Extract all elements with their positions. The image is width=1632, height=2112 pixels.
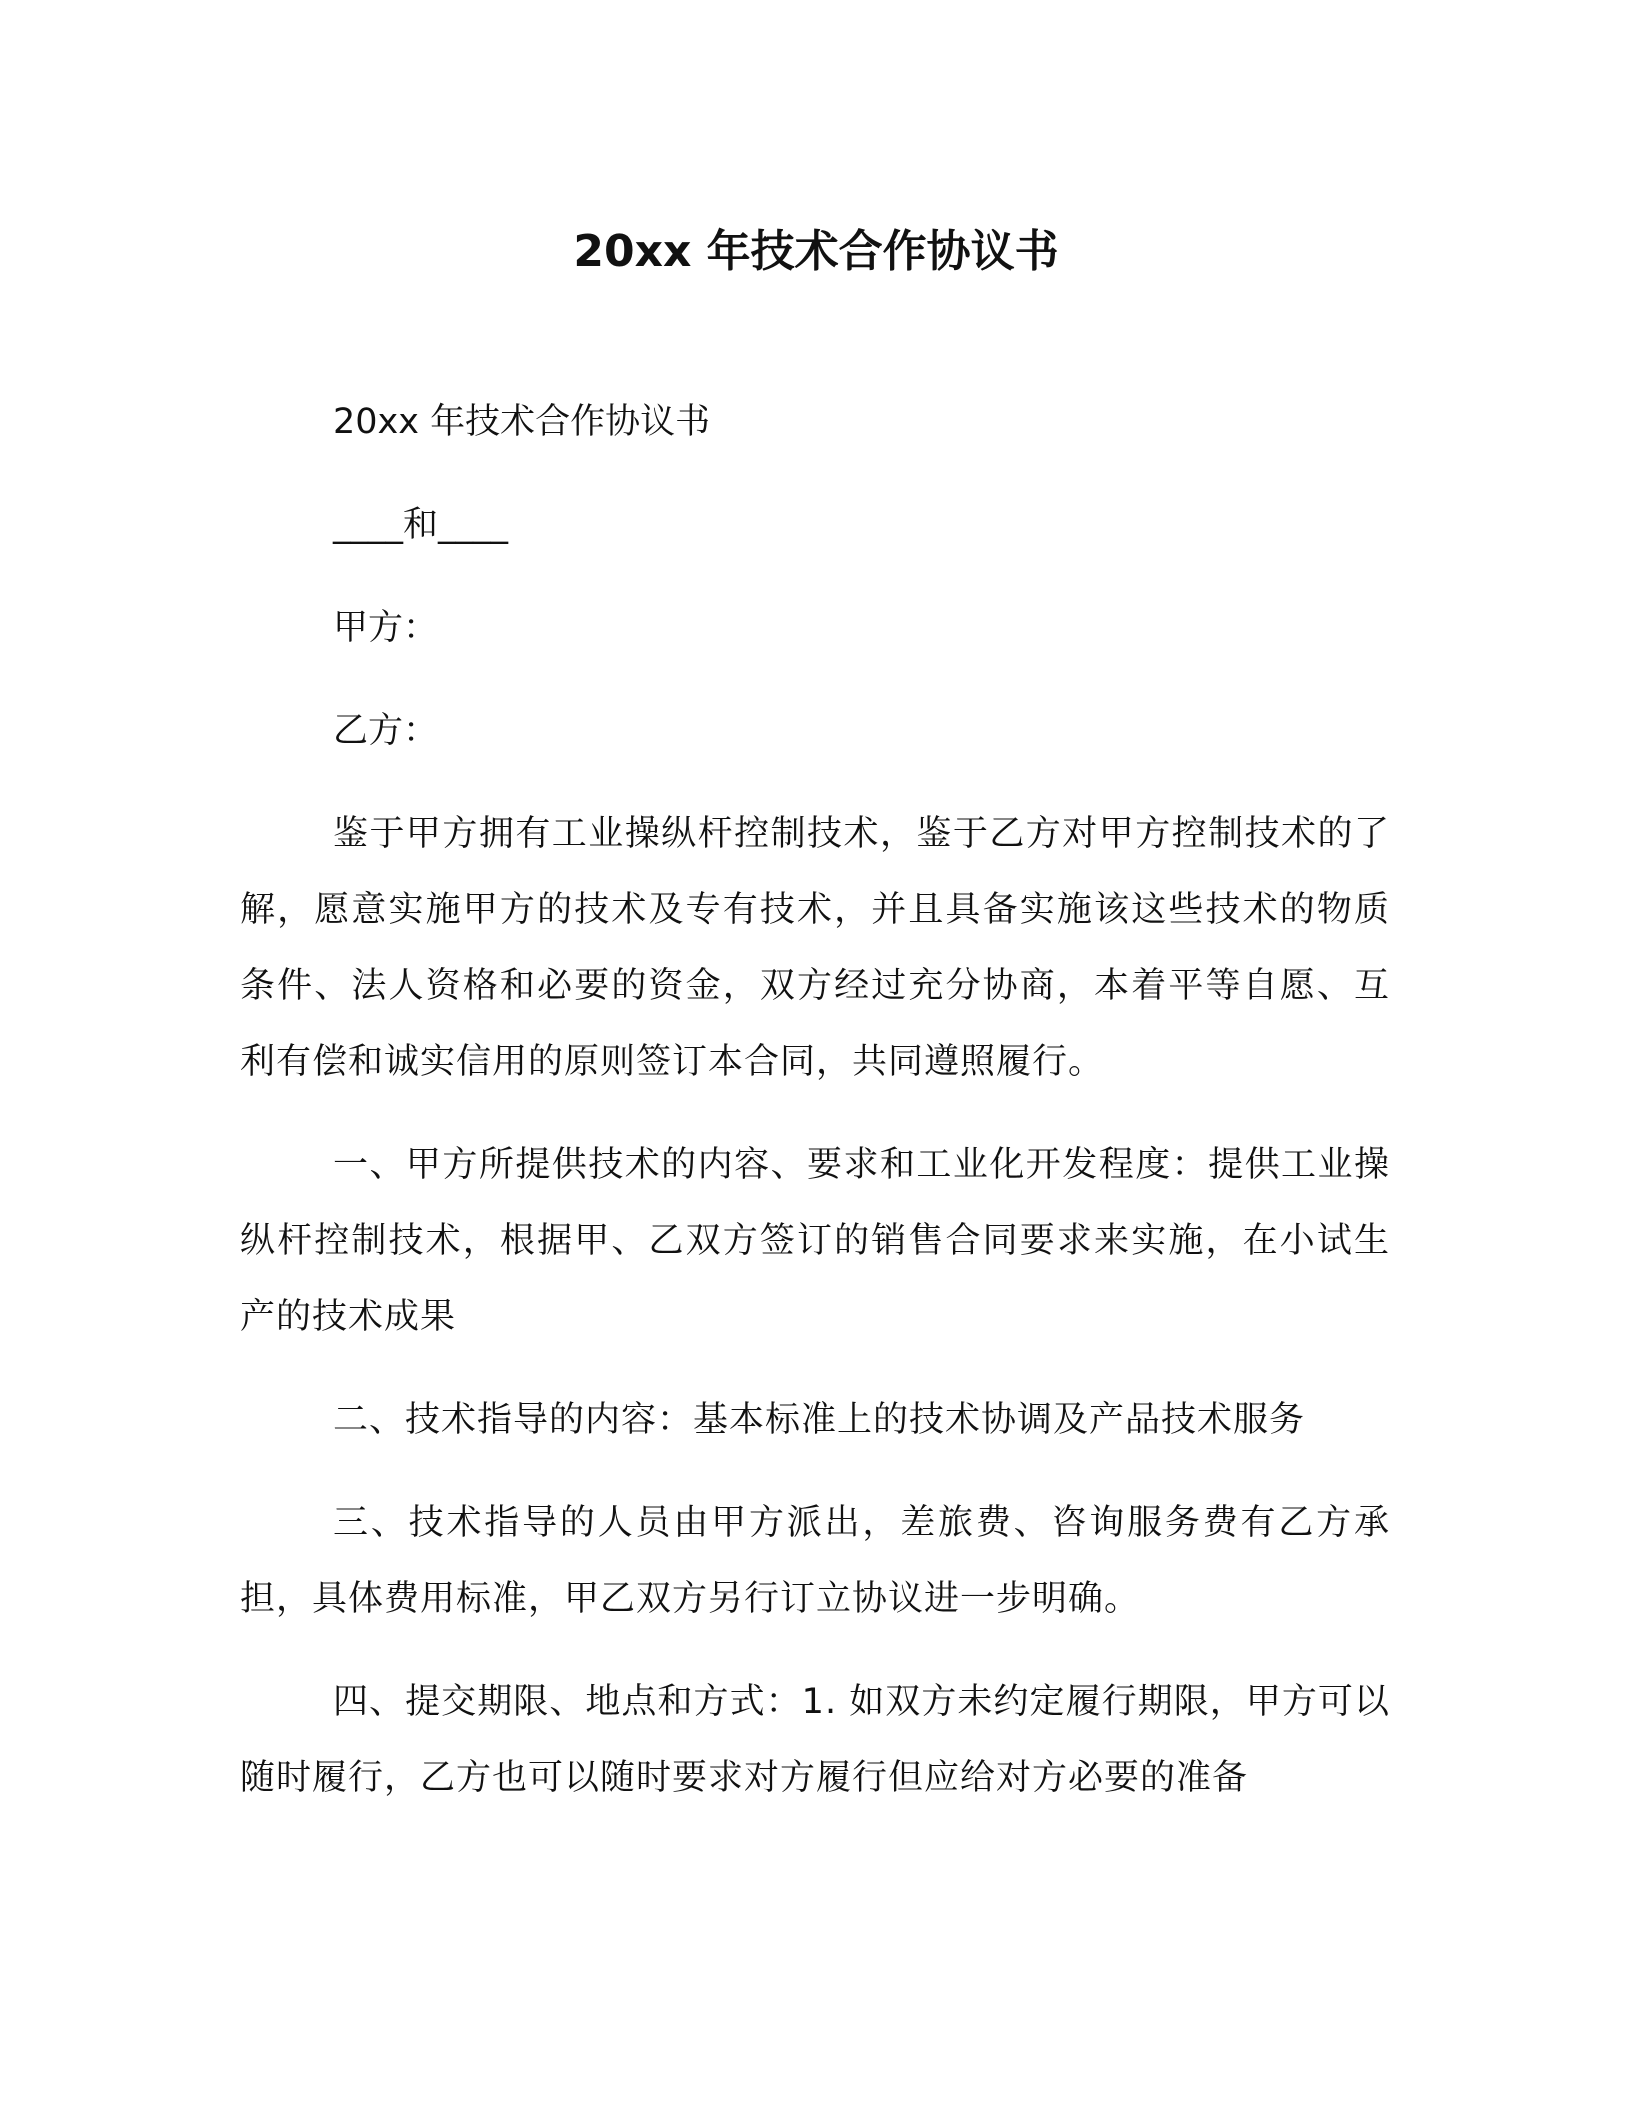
- clause-1-paragraph: 一、甲方所提供技术的内容、要求和工业化开发程度：提供工业操纵杆控制技术，根据甲、乙双方签订的销售合同要求来实施，在小试生产的技术成果: [240, 1145, 1390, 1337]
- parties-line: ____和____: [333, 505, 509, 545]
- document-title: 20xx 年技术合作协议书: [573, 226, 1059, 277]
- party-a-label: 甲方：: [333, 608, 439, 648]
- preamble-paragraph: 鉴于甲方拥有工业操纵杆控制技术，鉴于乙方对甲方控制技术的了解，愿意实施甲方的技术及专有技术，并且具备实施该这些技术的物质条件、法人资格和必要的资金，双方经过充分协商，本着平等自愿、互利有偿和诚实信用的原则签订本合同，共同遵照履行。: [240, 814, 1390, 1082]
- clause-2-paragraph: 二、技术指导的内容：基本标准上的技术协调及产品技术服务: [333, 1400, 1306, 1440]
- document-subtitle: 20xx 年技术合作协议书: [333, 402, 711, 442]
- document-body: [240, 384, 1390, 1816]
- clause-3-paragraph: 三、技术指导的人员由甲方派出，差旅费、咨询服务费有乙方承担，具体费用标准，甲乙双方另行订立协议进一步明确。: [240, 1503, 1390, 1619]
- party-b-label: 乙方：: [333, 711, 439, 751]
- clause-4-paragraph: 四、提交期限、地点和方式：1. 如双方未约定履行期限，甲方可以随时履行，乙方也可以随时要求对方履行但应给对方必要的准备: [240, 1682, 1390, 1798]
